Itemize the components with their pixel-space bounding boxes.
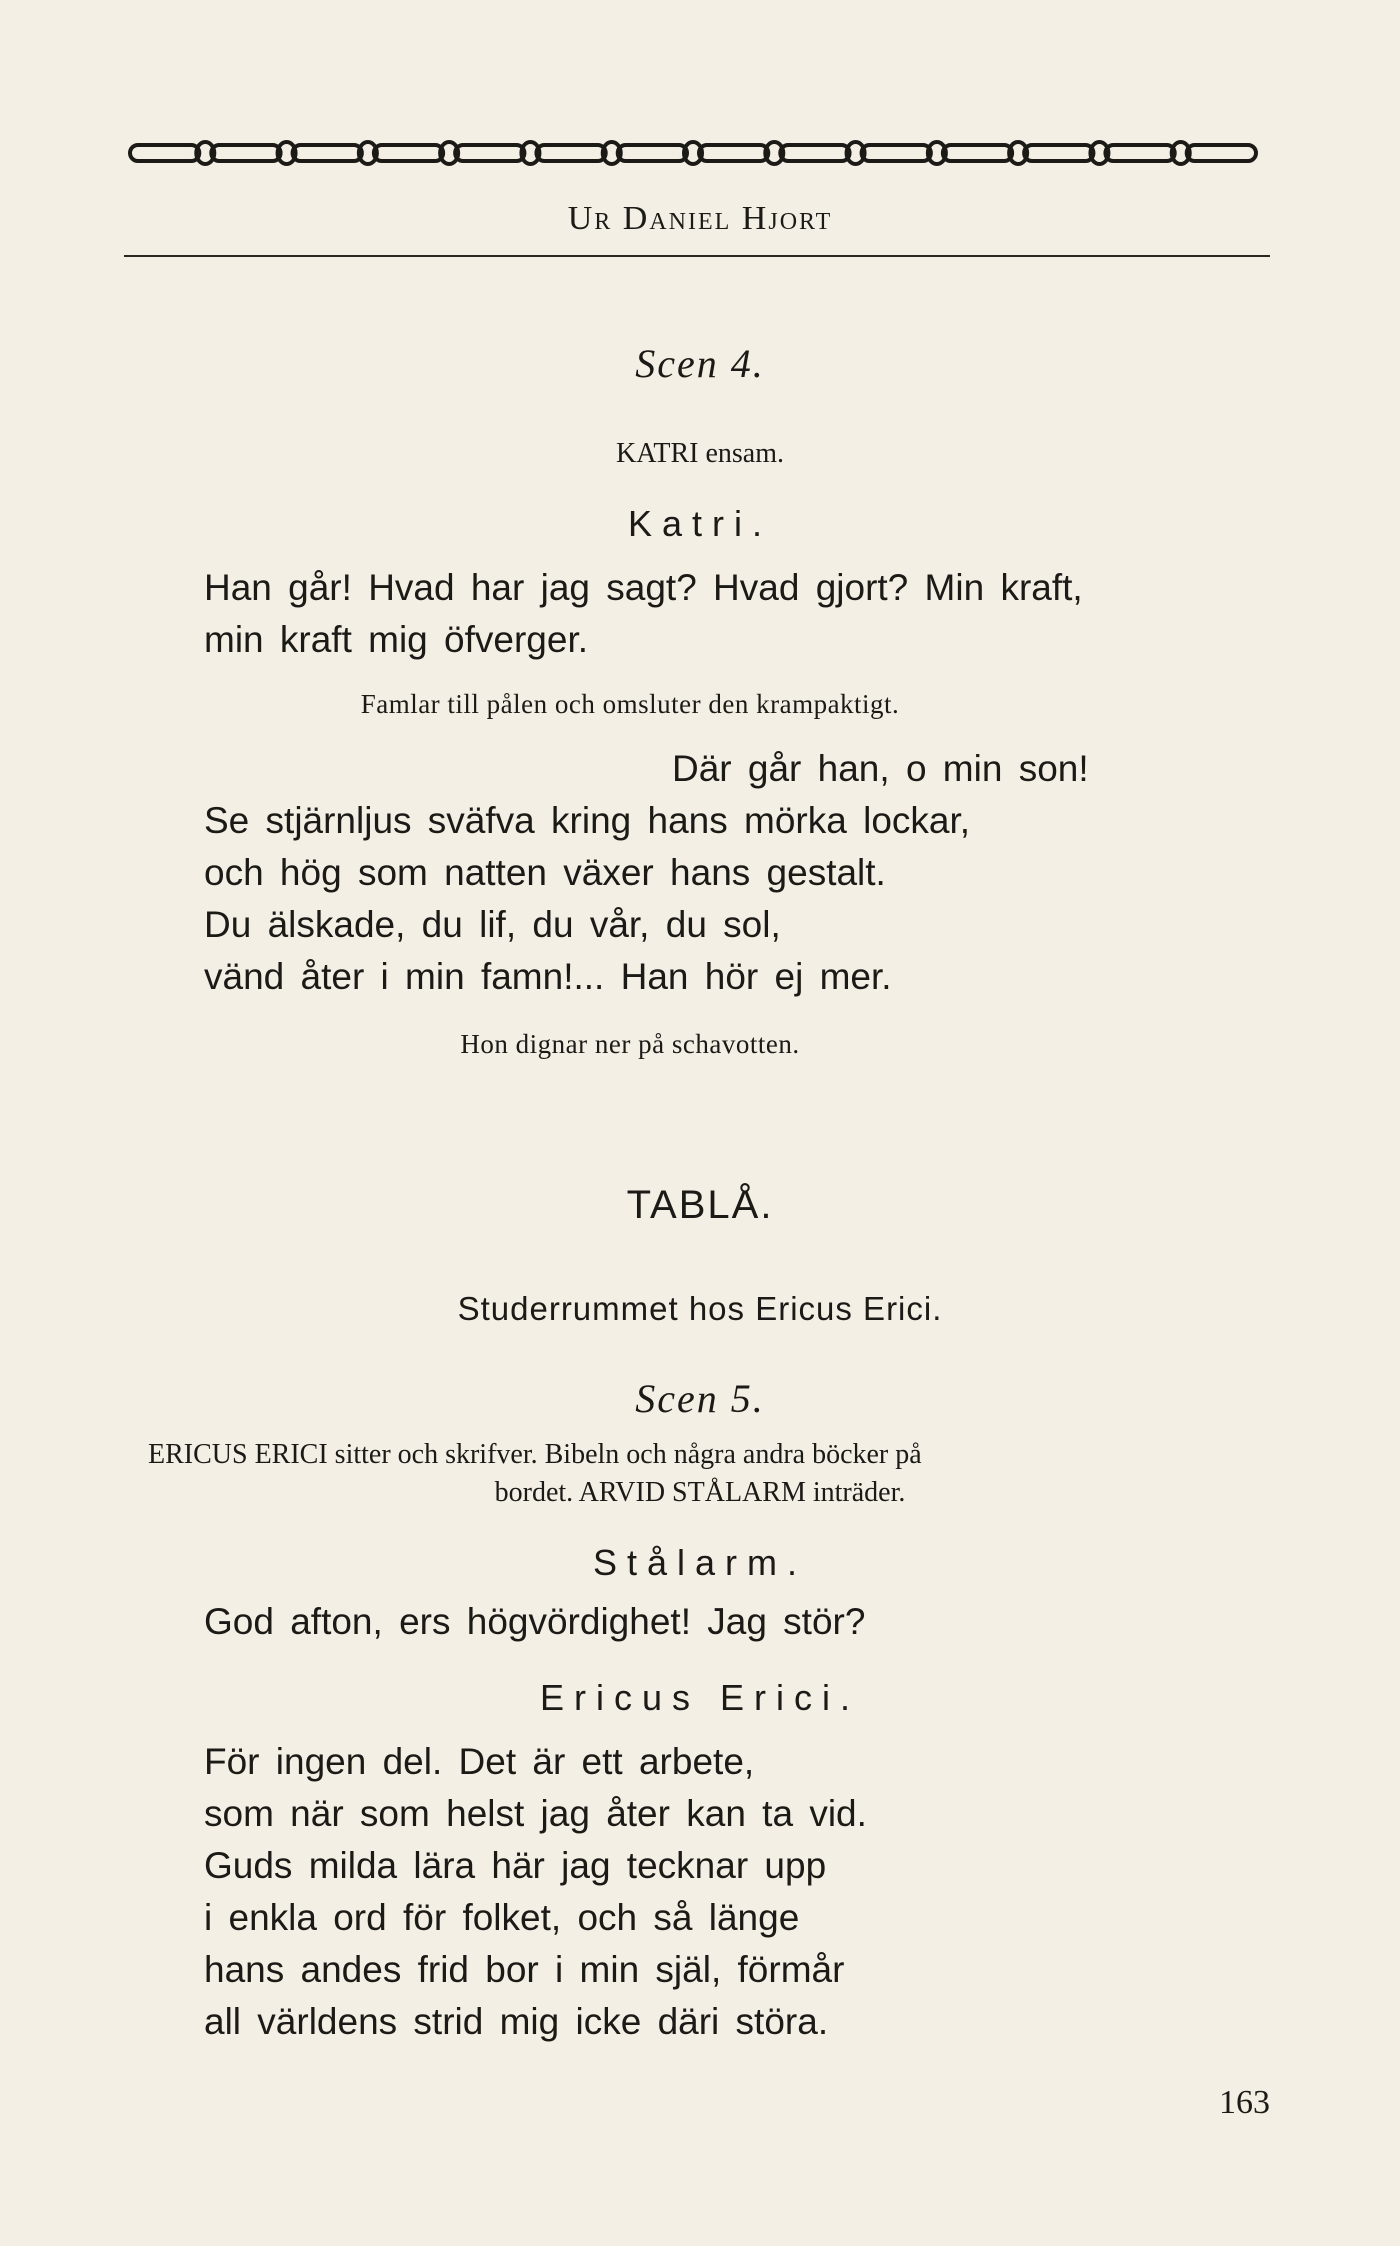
chain-link	[699, 145, 768, 161]
verse-line: som när som helst jag åter kan ta vid.	[204, 1793, 867, 1834]
chain-link	[780, 145, 849, 161]
chain-border-ornament	[124, 137, 1262, 169]
stalarm-verse	[204, 1596, 1304, 1648]
chain-link	[130, 145, 199, 161]
speaker-ericus-erici: Ericus Erici.	[539, 1677, 861, 1718]
verse-line: vänd åter i min famn!... Han hör ej mer.	[204, 956, 892, 997]
verse-line: För ingen del. Det är ett arbete,	[204, 1741, 755, 1782]
chain-link	[293, 145, 362, 161]
verse-line: min kraft mig öfverger.	[204, 619, 589, 660]
chain-link	[862, 145, 931, 161]
verse-line: Guds milda lära här jag tecknar upp	[204, 1845, 827, 1886]
verse-line: God afton, ers högvördighet! Jag stör?	[204, 1601, 866, 1642]
tabla-setting: Studerrummet hos Ericus Erici.	[457, 1290, 943, 1327]
chain-link	[943, 145, 1012, 161]
scene-5-heading: Scen 5.	[635, 1376, 765, 1421]
verse-line: Där går han, o min son!	[672, 748, 1089, 789]
page-number: 163	[1219, 2084, 1270, 2121]
tabla-heading: TABLÅ.	[626, 1183, 774, 1227]
speaker-katri: Katri.	[627, 503, 773, 544]
scene-4-heading: Scen 4.	[635, 341, 765, 386]
header-rule	[124, 255, 1270, 257]
chain-link	[211, 145, 280, 161]
verse-line: och hög som natten växer hans gestalt.	[204, 852, 886, 893]
katri-action-2: Hon dignar ner på schavotten.	[460, 1029, 800, 1059]
chain-link	[536, 145, 605, 161]
katri-action-1: Famlar till pålen och omsluter den krampaktigt.	[360, 689, 900, 719]
chain-link	[1105, 145, 1174, 161]
katri-verse-part-1	[204, 562, 1304, 666]
scene-4-stage-direction: KATRI ensam.	[616, 438, 784, 469]
chain-link	[1187, 145, 1256, 161]
chain-link	[1024, 145, 1093, 161]
verse-line: hans andes frid bor i min själ, förmår	[204, 1949, 845, 1990]
running-title: Ur Daniel Hjort	[567, 200, 833, 237]
chain-link	[618, 145, 687, 161]
verse-line: Du älskade, du lif, du vår, du sol,	[204, 904, 781, 945]
verse-line: Se stjärnljus sväfva kring hans mörka lockar,	[204, 800, 971, 841]
katri-verse-part-2	[204, 743, 1304, 1003]
stage-direction-line: ERICUS ERICI sitter och skrifver. Bibeln och några andra böcker på	[148, 1439, 922, 1470]
speaker-stalarm: Stålarm.	[592, 1542, 808, 1583]
chain-link	[374, 145, 443, 161]
scene-5-stage-direction	[148, 1436, 1252, 1512]
stage-direction-line: bordet. ARVID STÅLARM inträder.	[494, 1477, 906, 1508]
chain-link	[455, 145, 524, 161]
verse-line: Han går! Hvad har jag sagt? Hvad gjort? Min kraft,	[204, 567, 1083, 608]
verse-line: all världens strid mig icke däri störa.	[204, 2001, 829, 2042]
verse-line: i enkla ord för folket, och så länge	[204, 1897, 800, 1938]
ericus-verse	[204, 1736, 1304, 2048]
